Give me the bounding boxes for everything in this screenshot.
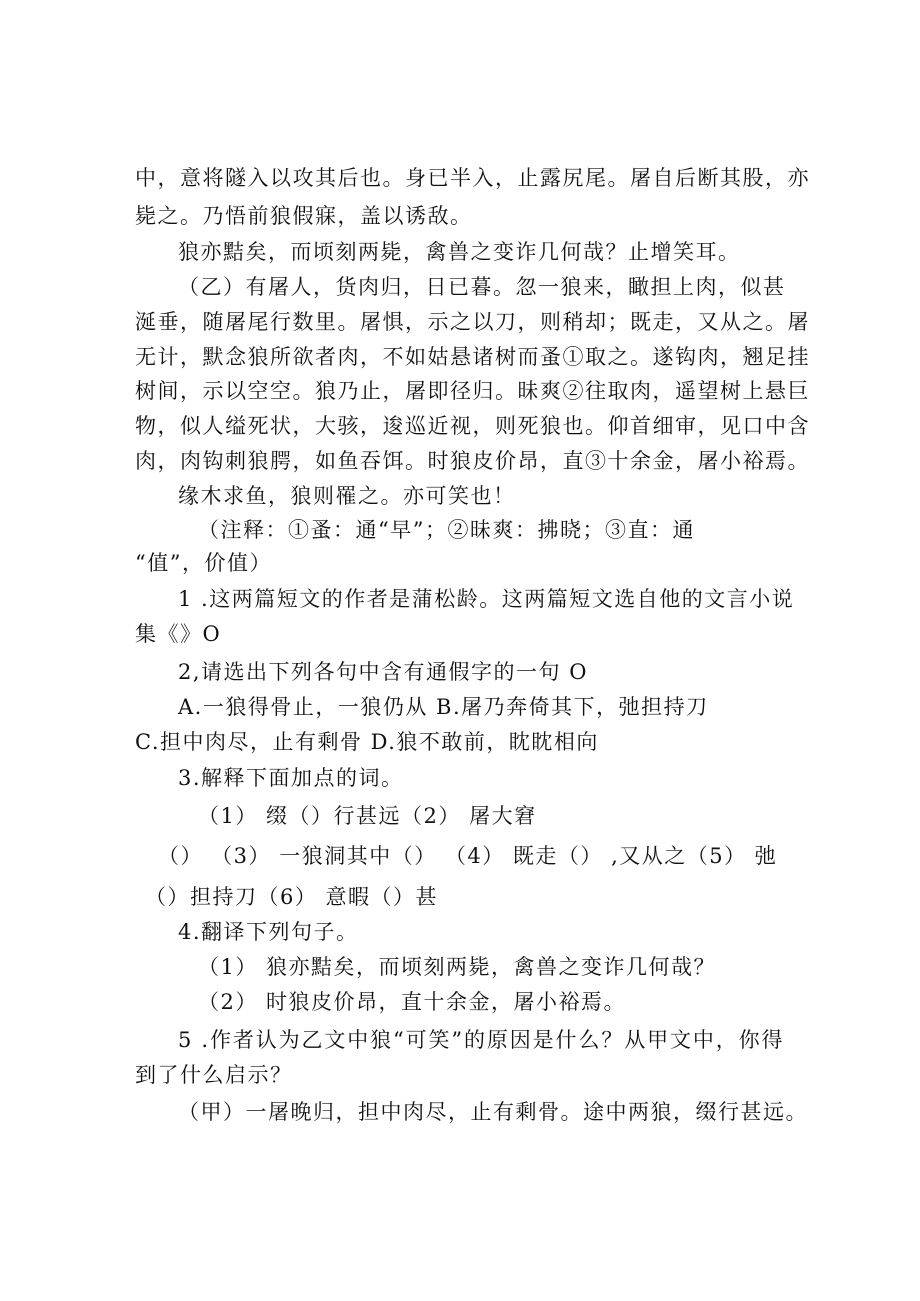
text-line-jia: （甲）一屠晚归，担中肉尽，止有剩骨。途中两狼，缀行甚远。 xyxy=(178,1100,808,1124)
question-5-line-2: 到了什么启示？ xyxy=(135,1063,293,1087)
question-3-items-2: （） （3） 一狼洞其中（） （4） 既走（） ,又从之（5） 弛 xyxy=(158,844,778,868)
question-2: 2,请选出下列各句中含有通假字的一句 O xyxy=(178,660,588,684)
question-2-options-cd: C.担中肉尽，止有剩骨 D.狼不敢前，眈眈相向 xyxy=(135,730,599,754)
text-line-2: 毙之。乃悟前狼假寐，盖以诱敌。 xyxy=(135,204,473,228)
question-3-items-1: （1） 缀（）行甚远（2） 屠大窘 xyxy=(198,804,537,828)
annotation-line-2: “值”，价值） xyxy=(135,551,272,575)
annotation-line-1: （注释：①蚤：通“早”；②昧爽：拂晓；③直：通 xyxy=(198,518,695,542)
question-3: 3.解释下面加点的词。 xyxy=(178,766,404,790)
text-line-8: 物，似人缢死状，大骇，逡巡近视，则死狼也。仰首细审，见口中含 xyxy=(135,414,810,438)
question-2-options-ab: A.一狼得骨止，一狼仍从 B.屠乃奔倚其下，弛担持刀 xyxy=(178,695,709,719)
text-line-5: 涎垂，随屠尾行数里。屠惧，示之以刀，则稍却；既走，又从之。屠 xyxy=(135,310,810,334)
question-3-items-3: （）担持刀（6） 意暇（）甚 xyxy=(145,885,439,909)
question-4-sentence-1: （1） 狼亦黠矣，而顷刻两毙，禽兽之变诈几何哉？ xyxy=(198,955,717,979)
question-5-line-1: 5 .作者认为乙文中狼“可笑”的原因是什么？从甲文中，你得 xyxy=(178,1028,784,1052)
question-1-line-2: 集《》O xyxy=(135,622,222,646)
text-line-7: 树间，示以空空。狼乃止，屠即径归。昧爽②往取肉，遥望树上悬巨 xyxy=(135,379,810,403)
text-line-9: 肉，肉钩刺狼腭，如鱼吞饵。时狼皮价昂，直③十余金，屠小裕焉。 xyxy=(135,449,810,473)
text-line-4: （乙）有屠人，货肉归，日已暮。忽一狼来，瞰担上肉，似甚 xyxy=(178,275,786,299)
text-line-1: 中，意将隧入以攻其后也。身已半入，止露尻尾。屠自后断其股，亦 xyxy=(135,166,810,190)
question-4-sentence-2: （2） 时狼皮价昂，直十余金，屠小裕焉。 xyxy=(198,990,627,1014)
text-line-3: 狼亦黠矣，而顷刻两毙，禽兽之变诈几何哉？止增笑耳。 xyxy=(178,240,741,264)
text-line-6: 无计，默念狼所欲者肉，不如姑悬诸树而蚤①取之。遂钩肉，翘足挂 xyxy=(135,345,810,369)
text-line-10: 缘木求鱼，狼则罹之。亦可笑也！ xyxy=(178,484,516,508)
question-1-line-1: 1 .这两篇短文的作者是蒲松龄。这两篇短文选自他的文言小说 xyxy=(178,587,795,611)
question-4: 4.翻译下列句子。 xyxy=(178,920,359,944)
